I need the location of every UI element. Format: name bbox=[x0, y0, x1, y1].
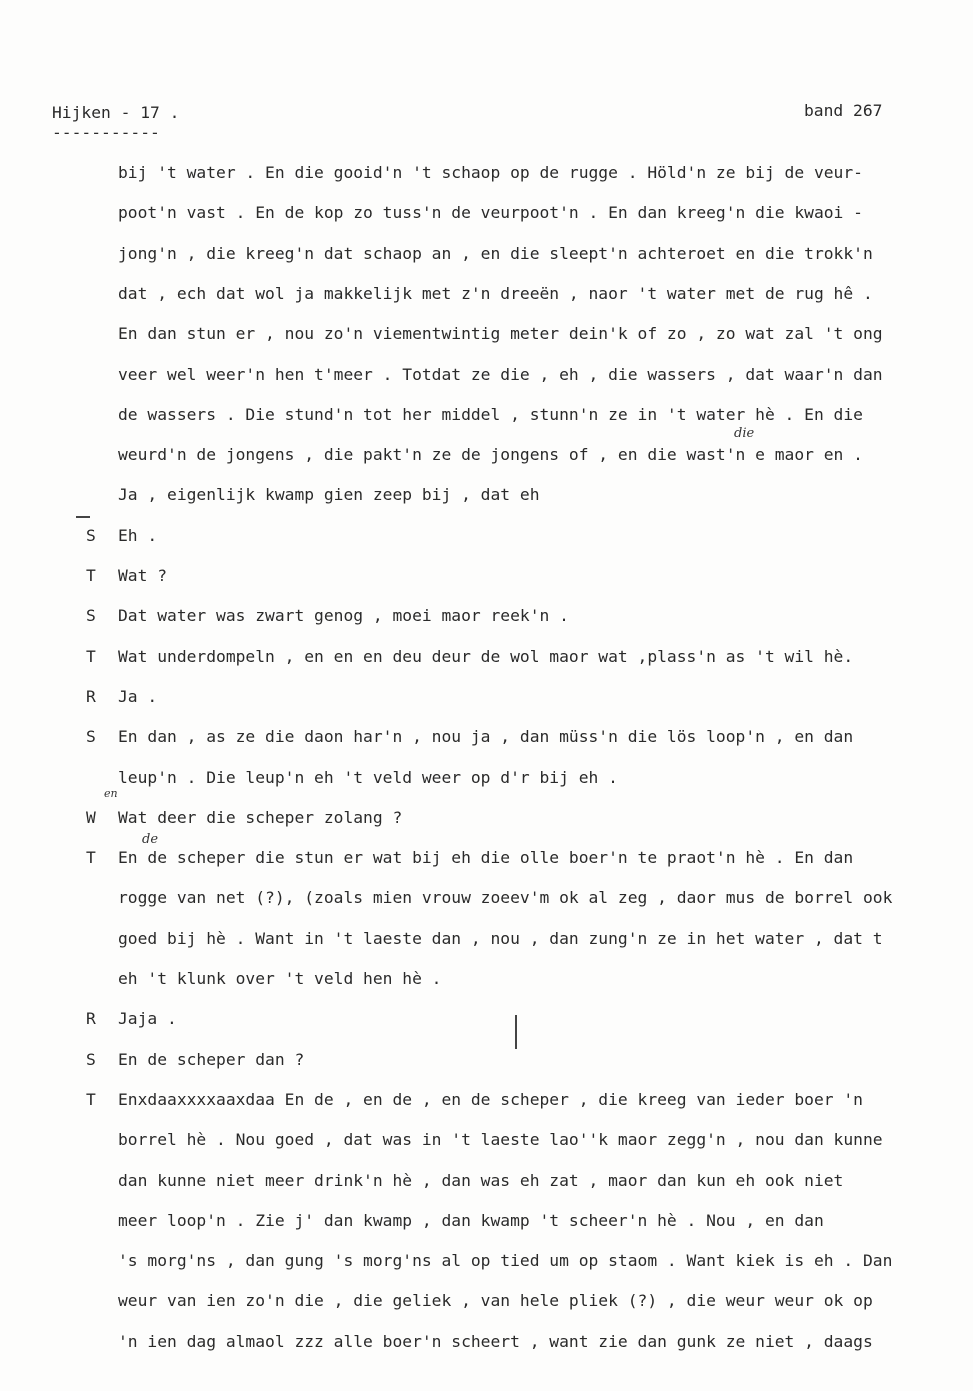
speaker-label: T bbox=[86, 1090, 96, 1109]
transcript-line: weur van ien zo'n die , die geliek , van hele pliek (?) , die weur weur ok op bbox=[118, 1291, 873, 1310]
transcript-line: meer loop'n . Zie j' dan kwamp , dan kwamp 't scheer'n hè . Nou , en dan bbox=[118, 1211, 824, 1230]
transcript-line: 's morg'ns , dan gung 's morg'ns al op tied um op staom . Want kiek is eh . Dan bbox=[118, 1251, 893, 1270]
transcript-line: En dan , as ze die daon har'n , nou ja , dan müss'n die lös loop'n , en dan bbox=[118, 727, 854, 746]
handwritten-annotation-die: die bbox=[734, 426, 755, 441]
transcript-line: dan kunne niet meer drink'n hè , dan was eh zat , maor dan kun eh ook niet bbox=[118, 1171, 844, 1190]
transcript-line: Eh . bbox=[118, 526, 158, 545]
transcript-line: En de scheper die stun er wat bij eh die olle boer'n te praot'n hè . En dan bbox=[118, 848, 854, 867]
transcript-line: de wassers . Die stund'n tot her middel , stunn'n ze in 't water hè . En die bbox=[118, 405, 863, 424]
speaker-label: S bbox=[86, 1050, 96, 1069]
handwritten-annotation-de: de bbox=[142, 832, 159, 847]
speaker-label: W bbox=[86, 808, 96, 827]
speaker-label: S bbox=[86, 606, 96, 625]
transcript-line: Ja , eigenlijk kwamp gien zeep bij , dat eh bbox=[118, 485, 540, 504]
speaker-label: T bbox=[86, 566, 96, 585]
transcript-line: eh 't klunk over 't veld hen hè . bbox=[118, 969, 442, 988]
speaker-label: S bbox=[86, 727, 96, 746]
transcript-line: rogge van net (?), (zoals mien vrouw zoeev'm ok al zeg , daor mus de borrel ook bbox=[118, 888, 893, 907]
transcript-line: Jaja . bbox=[118, 1009, 177, 1028]
header-rule: ----------- bbox=[52, 123, 160, 142]
transcript-line: 'n ien dag almaol zzz alle boer'n scheert , want zie dan gunk ze niet , daags bbox=[118, 1332, 873, 1351]
transcript-line: bij 't water . En die gooid'n 't schaop op de rugge . Höld'n ze bij de veur- bbox=[118, 163, 863, 182]
transcript-line: weurd'n de jongens , die pakt'n ze de jongens of , en die wast'n e maor en . bbox=[118, 445, 863, 464]
speaker-label: T bbox=[86, 647, 96, 666]
pen-mark bbox=[76, 516, 90, 518]
transcript-line: jong'n , die kreeg'n dat schaop an , en die sleept'n achteroet en die trokk'n bbox=[118, 244, 873, 263]
header-band-number: band 267 bbox=[804, 101, 883, 120]
speaker-label: R bbox=[86, 687, 96, 706]
transcript-line: Enxdaaxxxxaaxdaa En de , en de , en de scheper , die kreeg van ieder boer 'n bbox=[118, 1090, 863, 1109]
speaker-label: S bbox=[86, 526, 96, 545]
transcript-line: poot'n vast . En de kop zo tuss'n de veurpoot'n . En dan kreeg'n die kwaoi - bbox=[118, 203, 863, 222]
transcript-line: Wat ? bbox=[118, 566, 168, 585]
transcript-line: borrel hè . Nou goed , dat was in 't laeste lao''k maor zegg'n , nou dan kunne bbox=[118, 1130, 883, 1149]
pen-mark bbox=[515, 1015, 517, 1049]
transcript-line: En dan stun er , nou zo'n viementwintig meter dein'k of zo , zo wat zal 't ong bbox=[118, 324, 883, 343]
handwritten-annotation-en: en bbox=[104, 787, 118, 800]
transcript-line: veer wel weer'n hen t'meer . Totdat ze die , eh , die wassers , dat waar'n dan bbox=[118, 365, 883, 384]
transcript-line: dat , ech dat wol ja makkelijk met z'n dreeën , naor 't water met de rug hê . bbox=[118, 284, 873, 303]
transcript-line: En de scheper dan ? bbox=[118, 1050, 305, 1069]
speaker-label: T bbox=[86, 848, 96, 867]
transcript-line: leup'n . Die leup'n eh 't veld weer op d'r bij eh . bbox=[118, 768, 618, 787]
transcript-line: Wat underdompeln , en en en deu deur de wol maor wat ,plass'n as 't wil hè. bbox=[118, 647, 854, 666]
transcript-line: Ja . bbox=[118, 687, 158, 706]
transcript-line: Dat water was zwart genog , moei maor reek'n . bbox=[118, 606, 569, 625]
transcript-line: goed bij hè . Want in 't laeste dan , nou , dan zung'n ze in het water , dat t bbox=[118, 929, 883, 948]
transcript-line: Wat deer die scheper zolang ? bbox=[118, 808, 403, 827]
header-page-id: Hijken - 17 . bbox=[52, 103, 180, 122]
speaker-label: R bbox=[86, 1009, 96, 1028]
